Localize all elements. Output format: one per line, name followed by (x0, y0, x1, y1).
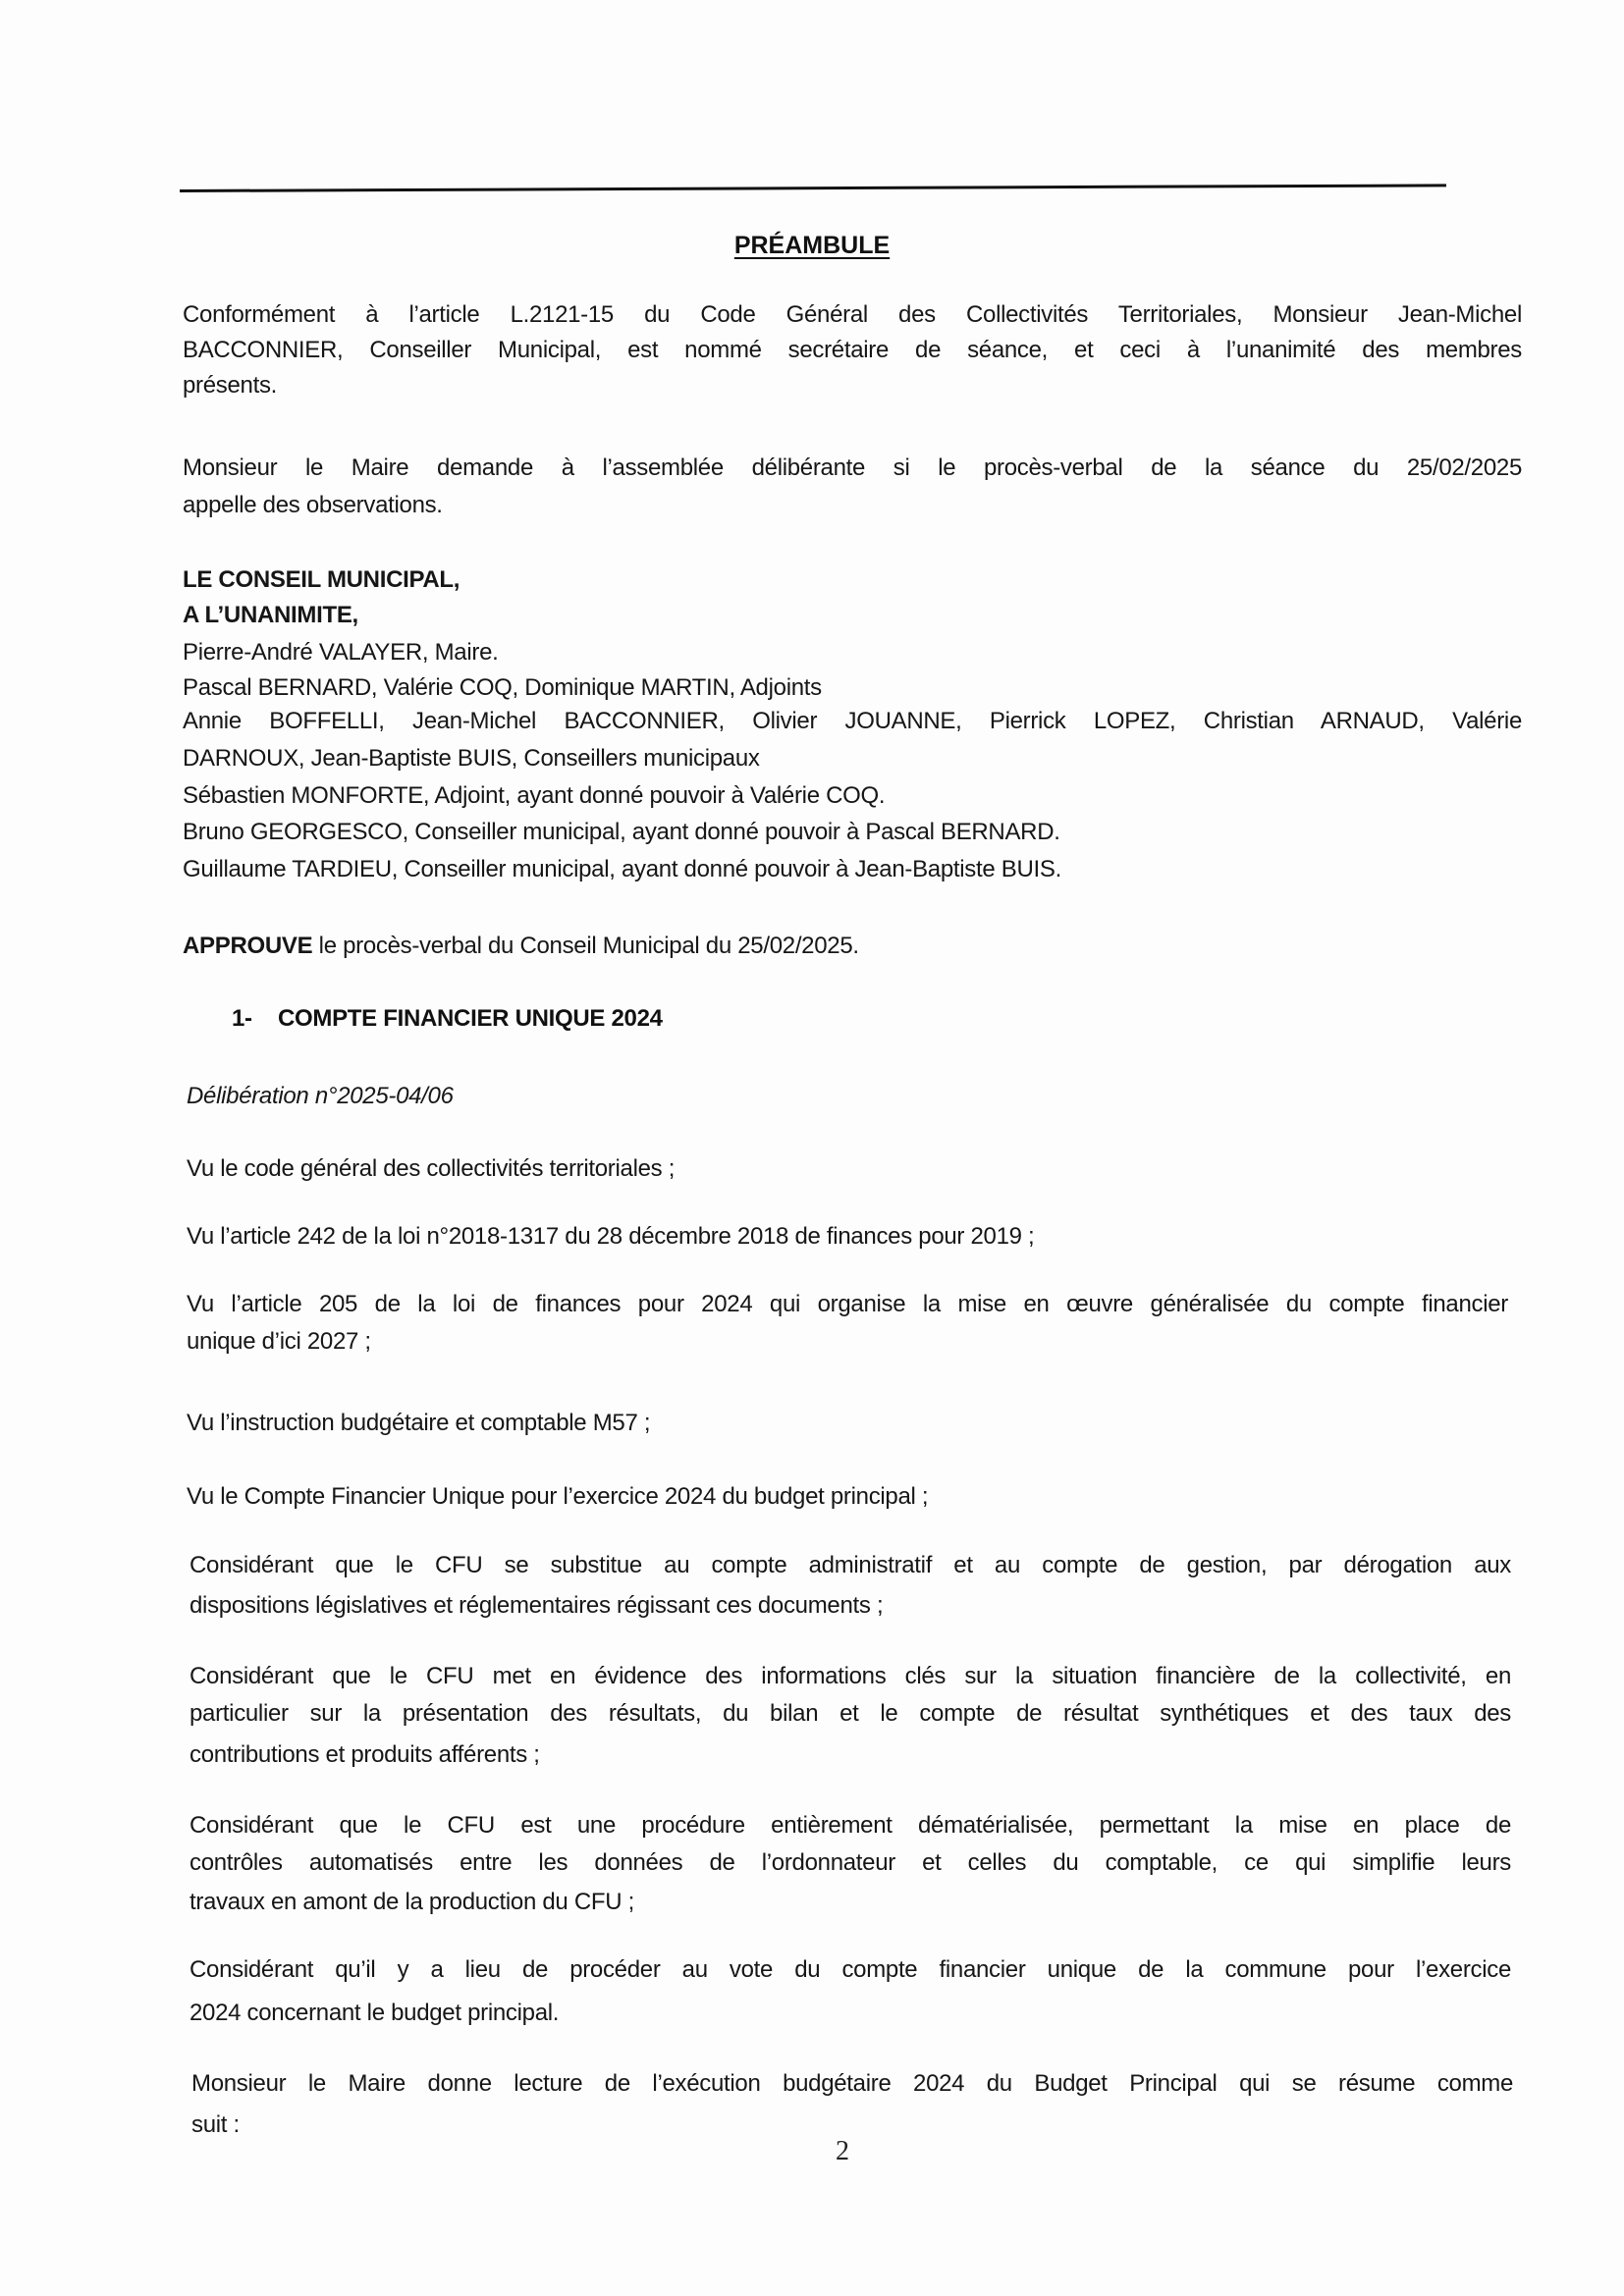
section-title: COMPTE FINANCIER UNIQUE 2024 (278, 1005, 663, 1032)
approval-verb: APPROUVE (183, 933, 313, 959)
text-line: BACCONNIER, Conseiller Municipal, est nommé secrétaire de séance, et ceci à l’unanimité des membres (183, 337, 1522, 363)
header-rule (180, 184, 1446, 192)
text-line: suit : (191, 2111, 240, 2138)
preamble-title: PRÉAMBULE (733, 232, 891, 259)
text-line: Monsieur le Maire demande à l’assemblée délibérante si le procès-verbal de la séance du 25/02/2025 (183, 454, 1522, 481)
text-line: appelle des observations. (183, 492, 443, 518)
considerant-item-continued: particulier sur la présentation des résultats, du bilan et le compte de résultat synthétiques et des taux des (189, 1700, 1511, 1727)
approval-line (183, 932, 1522, 961)
attendee-line: Annie BOFFELLI, Jean-Michel BACCONNIER, Olivier JOUANNE, Pierrick LOPEZ, Christian ARNAUD, Valérie (183, 708, 1522, 734)
attendee-line: DARNOUX, Jean-Baptiste BUIS, Conseillers municipaux (183, 745, 760, 772)
considerant-item: Considérant que le CFU met en évidence des informations clés sur la situation financière de la collectivité, en (189, 1663, 1511, 1689)
vu-item: Vu le code général des collectivités territoriales ; (187, 1155, 676, 1182)
considerant-item-continued: travaux en amont de la production du CFU ; (189, 1889, 634, 1915)
vu-item-continued: unique d’ici 2027 ; (187, 1328, 371, 1355)
considerant-item: Considérant que le CFU se substitue au compte administratif et au compte de gestion, par dérogation aux (189, 1552, 1511, 1578)
deliberation-reference: Délibération n°2025-04/06 (187, 1083, 454, 1109)
vu-item: Vu l’instruction budgétaire et comptable M57 ; (187, 1410, 651, 1436)
vu-item: Vu l’article 242 de la loi n°2018-1317 du 28 décembre 2018 de finances pour 2019 ; (187, 1223, 1035, 1250)
considerant-item-continued: contrôles automatisés entre les données de l’ordonnateur et celles du comptable, ce qui simplifie leurs (189, 1849, 1511, 1876)
approval-text: le procès-verbal du Conseil Municipal du 25/02/2025. (312, 933, 859, 959)
considerant-item-continued: dispositions législatives et réglementaires régissant ces documents ; (189, 1592, 884, 1619)
vote-heading: A L’UNANIMITE, (183, 602, 358, 628)
considerant-item-continued: 2024 concernant le budget principal. (189, 2000, 560, 2026)
council-heading: LE CONSEIL MUNICIPAL, (183, 566, 460, 593)
attendee-line: Sébastien MONFORTE, Adjoint, ayant donné pouvoir à Valérie COQ. (183, 782, 886, 809)
attendee-line: Bruno GEORGESCO, Conseiller municipal, ayant donné pouvoir à Pascal BERNARD. (183, 819, 1060, 845)
page-number: 2 (836, 2136, 849, 2166)
attendee-line: Pascal BERNARD, Valérie COQ, Dominique MARTIN, Adjoints (183, 674, 822, 701)
text-line: Monsieur le Maire donne lecture de l’exécution budgétaire 2024 du Budget Principal qui se résume comme (191, 2070, 1513, 2097)
considerant-item-continued: contributions et produits afférents ; (189, 1741, 540, 1768)
vu-item: Vu le Compte Financier Unique pour l’exercice 2024 du budget principal ; (187, 1483, 929, 1510)
considerant-item: Considérant qu’il y a lieu de procéder au vote du compte financier unique de la commune pour l’exercice (189, 1956, 1511, 1983)
section-heading (232, 1005, 663, 1033)
text-line: présents. (183, 372, 278, 399)
text-line: Conformément à l’article L.2121-15 du Code Général des Collectivités Territoriales, Monsieur Jean-Michel (183, 301, 1522, 328)
attendee-line: Guillaume TARDIEU, Conseiller municipal, ayant donné pouvoir à Jean-Baptiste BUIS. (183, 856, 1061, 882)
attendee-line: Pierre-André VALAYER, Maire. (183, 639, 499, 666)
vu-item: Vu l’article 205 de la loi de finances pour 2024 qui organise la mise en œuvre généralisée du compte financier (187, 1291, 1508, 1317)
section-number: 1- (232, 1005, 252, 1032)
considerant-item: Considérant que le CFU est une procédure entièrement dématérialisée, permettant la mise en place de (189, 1812, 1511, 1839)
